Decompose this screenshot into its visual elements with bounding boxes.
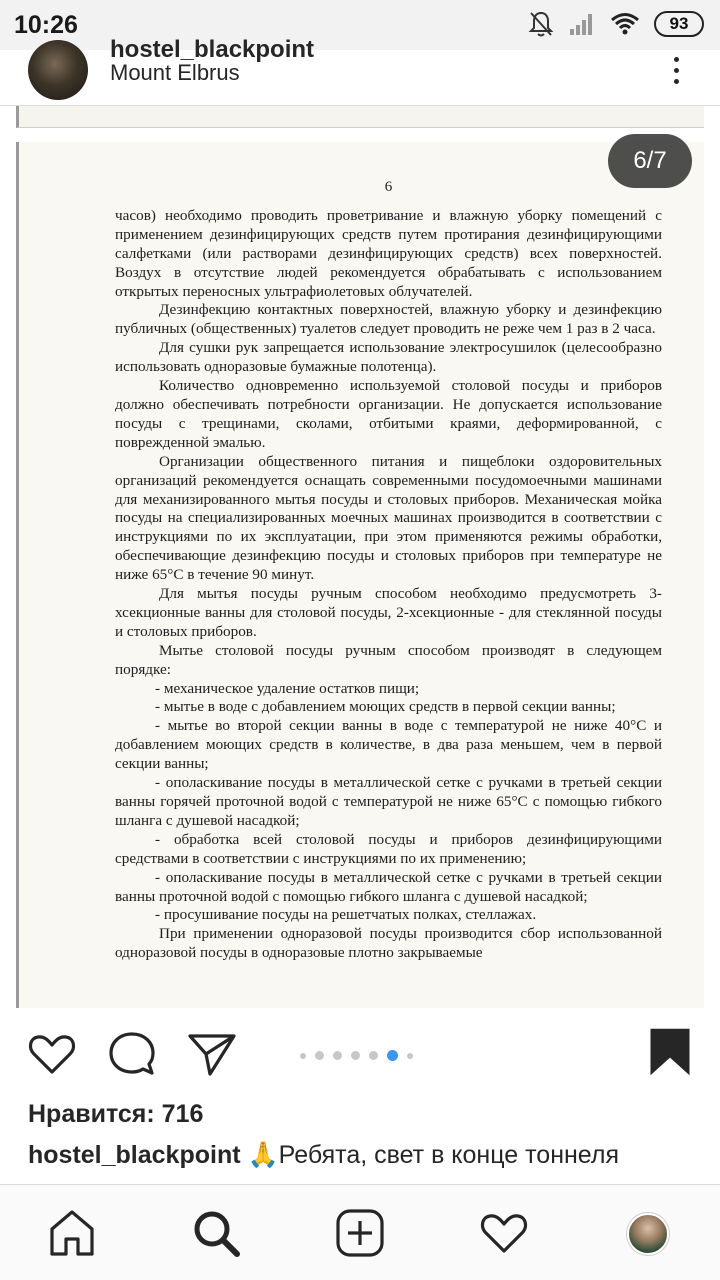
post-actions bbox=[0, 1008, 720, 1094]
carousel-counter: 6/7 bbox=[608, 134, 692, 188]
document-paragraph: Мытье столовой посуды ручным способом производят в следующем порядке: bbox=[115, 641, 662, 678]
caption-emoji: 🙏 bbox=[247, 1141, 279, 1169]
carousel-dot bbox=[300, 1053, 306, 1059]
document-paragraph: - мытье во второй секции ванны в воде с температурой не ниже 40°С и добавлением моющих средств в количестве, в два раза меньшем, чем в первой секции ванны; bbox=[115, 717, 662, 773]
document-paragraph: - ополаскивание посуды в металлической сетке с ручками в третьей секции ванны проточной водой с помощью гибкого шланга с душевой насадкой; bbox=[115, 868, 662, 905]
post-location[interactable]: Mount Elbrus bbox=[110, 60, 240, 85]
carousel-dot bbox=[387, 1050, 398, 1061]
author-username[interactable]: hostel_blackpoint bbox=[110, 36, 315, 63]
bookmark-icon[interactable] bbox=[644, 1026, 696, 1078]
bottom-navigation bbox=[0, 1184, 720, 1280]
carousel-dots bbox=[300, 1050, 413, 1061]
comment-icon[interactable] bbox=[106, 1028, 158, 1080]
author-avatar[interactable] bbox=[28, 40, 88, 100]
previous-page-edge bbox=[16, 106, 704, 128]
status-icons bbox=[528, 10, 704, 38]
document-paragraph: - механическое удаление остатков пищи; bbox=[155, 679, 420, 697]
document-paragraph: Для мытья посуды ручным способом необходимо предусмотреть 3-хсекционные ванны для столовой посуды, 2-хсекционные - для стеклянной посуды и столовых приборов. bbox=[115, 585, 662, 640]
document-page bbox=[16, 142, 704, 1022]
wifi-icon bbox=[610, 12, 640, 36]
heart-icon[interactable] bbox=[26, 1028, 78, 1080]
likes-count[interactable]: Нравится: 716 bbox=[28, 1100, 204, 1128]
search-icon[interactable] bbox=[190, 1207, 242, 1259]
profile-avatar[interactable] bbox=[627, 1213, 669, 1255]
document-body bbox=[115, 207, 662, 963]
carousel-dot bbox=[351, 1051, 360, 1060]
post-image[interactable] bbox=[0, 106, 720, 1008]
document-paragraph: часов) необходимо проводить проветривание и влажную уборку помещений с применением дезинфицирующих средств путем протирания дезинфицирующими салфетками (или растворами дезинфицирующих средств) всех поверхностей. Воздух в отсутствие людей рекомендуется обрабатывать с использованием открытых переносных ультрафиолетовых облучателей. bbox=[115, 206, 662, 300]
carousel-dot bbox=[315, 1051, 324, 1060]
status-bar bbox=[0, 0, 720, 50]
signal-icon bbox=[568, 12, 596, 36]
document-paragraph: - обработка всей столовой посуды и приборов дезинфицирующими средствами в соответствии с инструкциями по их применению; bbox=[115, 830, 662, 867]
activity-icon[interactable] bbox=[478, 1207, 530, 1259]
document-paragraph: Дезинфекцию контактных поверхностей, влажную уборку и дезинфекцию публичных (общественных) туалетов следует проводить не реже чем 1 раз в 2 часа. bbox=[115, 301, 662, 338]
document-paragraph: Количество одновременно используемой столовой посуды и приборов должно обеспечивать потребности организации. Не допускается использование посуды с трещинами, сколами, отбитыми краями, деформированной, с поврежденной эмалью. bbox=[115, 377, 662, 451]
post-header bbox=[0, 36, 720, 106]
carousel-dot bbox=[407, 1053, 413, 1059]
bell-off-icon bbox=[528, 10, 554, 38]
battery-indicator: 93 bbox=[654, 11, 704, 37]
document-paragraph: При применении одноразовой посуды производится сбор использованной одноразовой посуды в одноразовые плотно закрываемые bbox=[115, 925, 662, 962]
document-paragraph: - просушивание посуды на решетчатых полках, стеллажах. bbox=[155, 906, 537, 924]
home-icon[interactable] bbox=[46, 1207, 98, 1259]
new-post-icon[interactable] bbox=[334, 1207, 386, 1259]
document-paragraph: - мытье в воде с добавлением моющих средств в первой секции ванны; bbox=[155, 698, 616, 716]
carousel-dot bbox=[333, 1051, 342, 1060]
document-paragraph: Организации общественного питания и пищеблоки оздоровительных организаций рекомендуется оснащать современными посудомоечными машинами для механизированного мытья посуды и столовых приборов. Механическая мойка посуды на специализированных моечных машинах производится в соответствии с инструкциями по их эксплуатации, при этом применяются режимы обработки, обеспечивающие дезинфекцию посуды и столовых приборов при температуре не ниже 65°С в течение 90 минут. bbox=[115, 452, 662, 584]
status-time: 10:26 bbox=[14, 11, 78, 39]
document-page-number: 6 bbox=[384, 179, 393, 195]
carousel-dot bbox=[369, 1051, 378, 1060]
send-icon[interactable] bbox=[186, 1028, 238, 1080]
caption-username[interactable]: hostel_blackpoint bbox=[28, 1141, 241, 1169]
document-paragraph: - ополаскивание посуды в металлической сетке с ручками в третьей секции ванны горячей проточной водой с температурой не ниже 65°С с помощью гибкого шланга с душевой насадкой; bbox=[115, 774, 662, 829]
document-paragraph: Для сушки рук запрещается использование электросушилок (целесообразно использовать одноразовые бумажные полотенца). bbox=[115, 339, 662, 376]
caption-text: Ребята, свет в конце тоннеля bbox=[278, 1141, 620, 1169]
post-caption bbox=[28, 1141, 698, 1177]
more-options-icon[interactable] bbox=[666, 50, 686, 90]
